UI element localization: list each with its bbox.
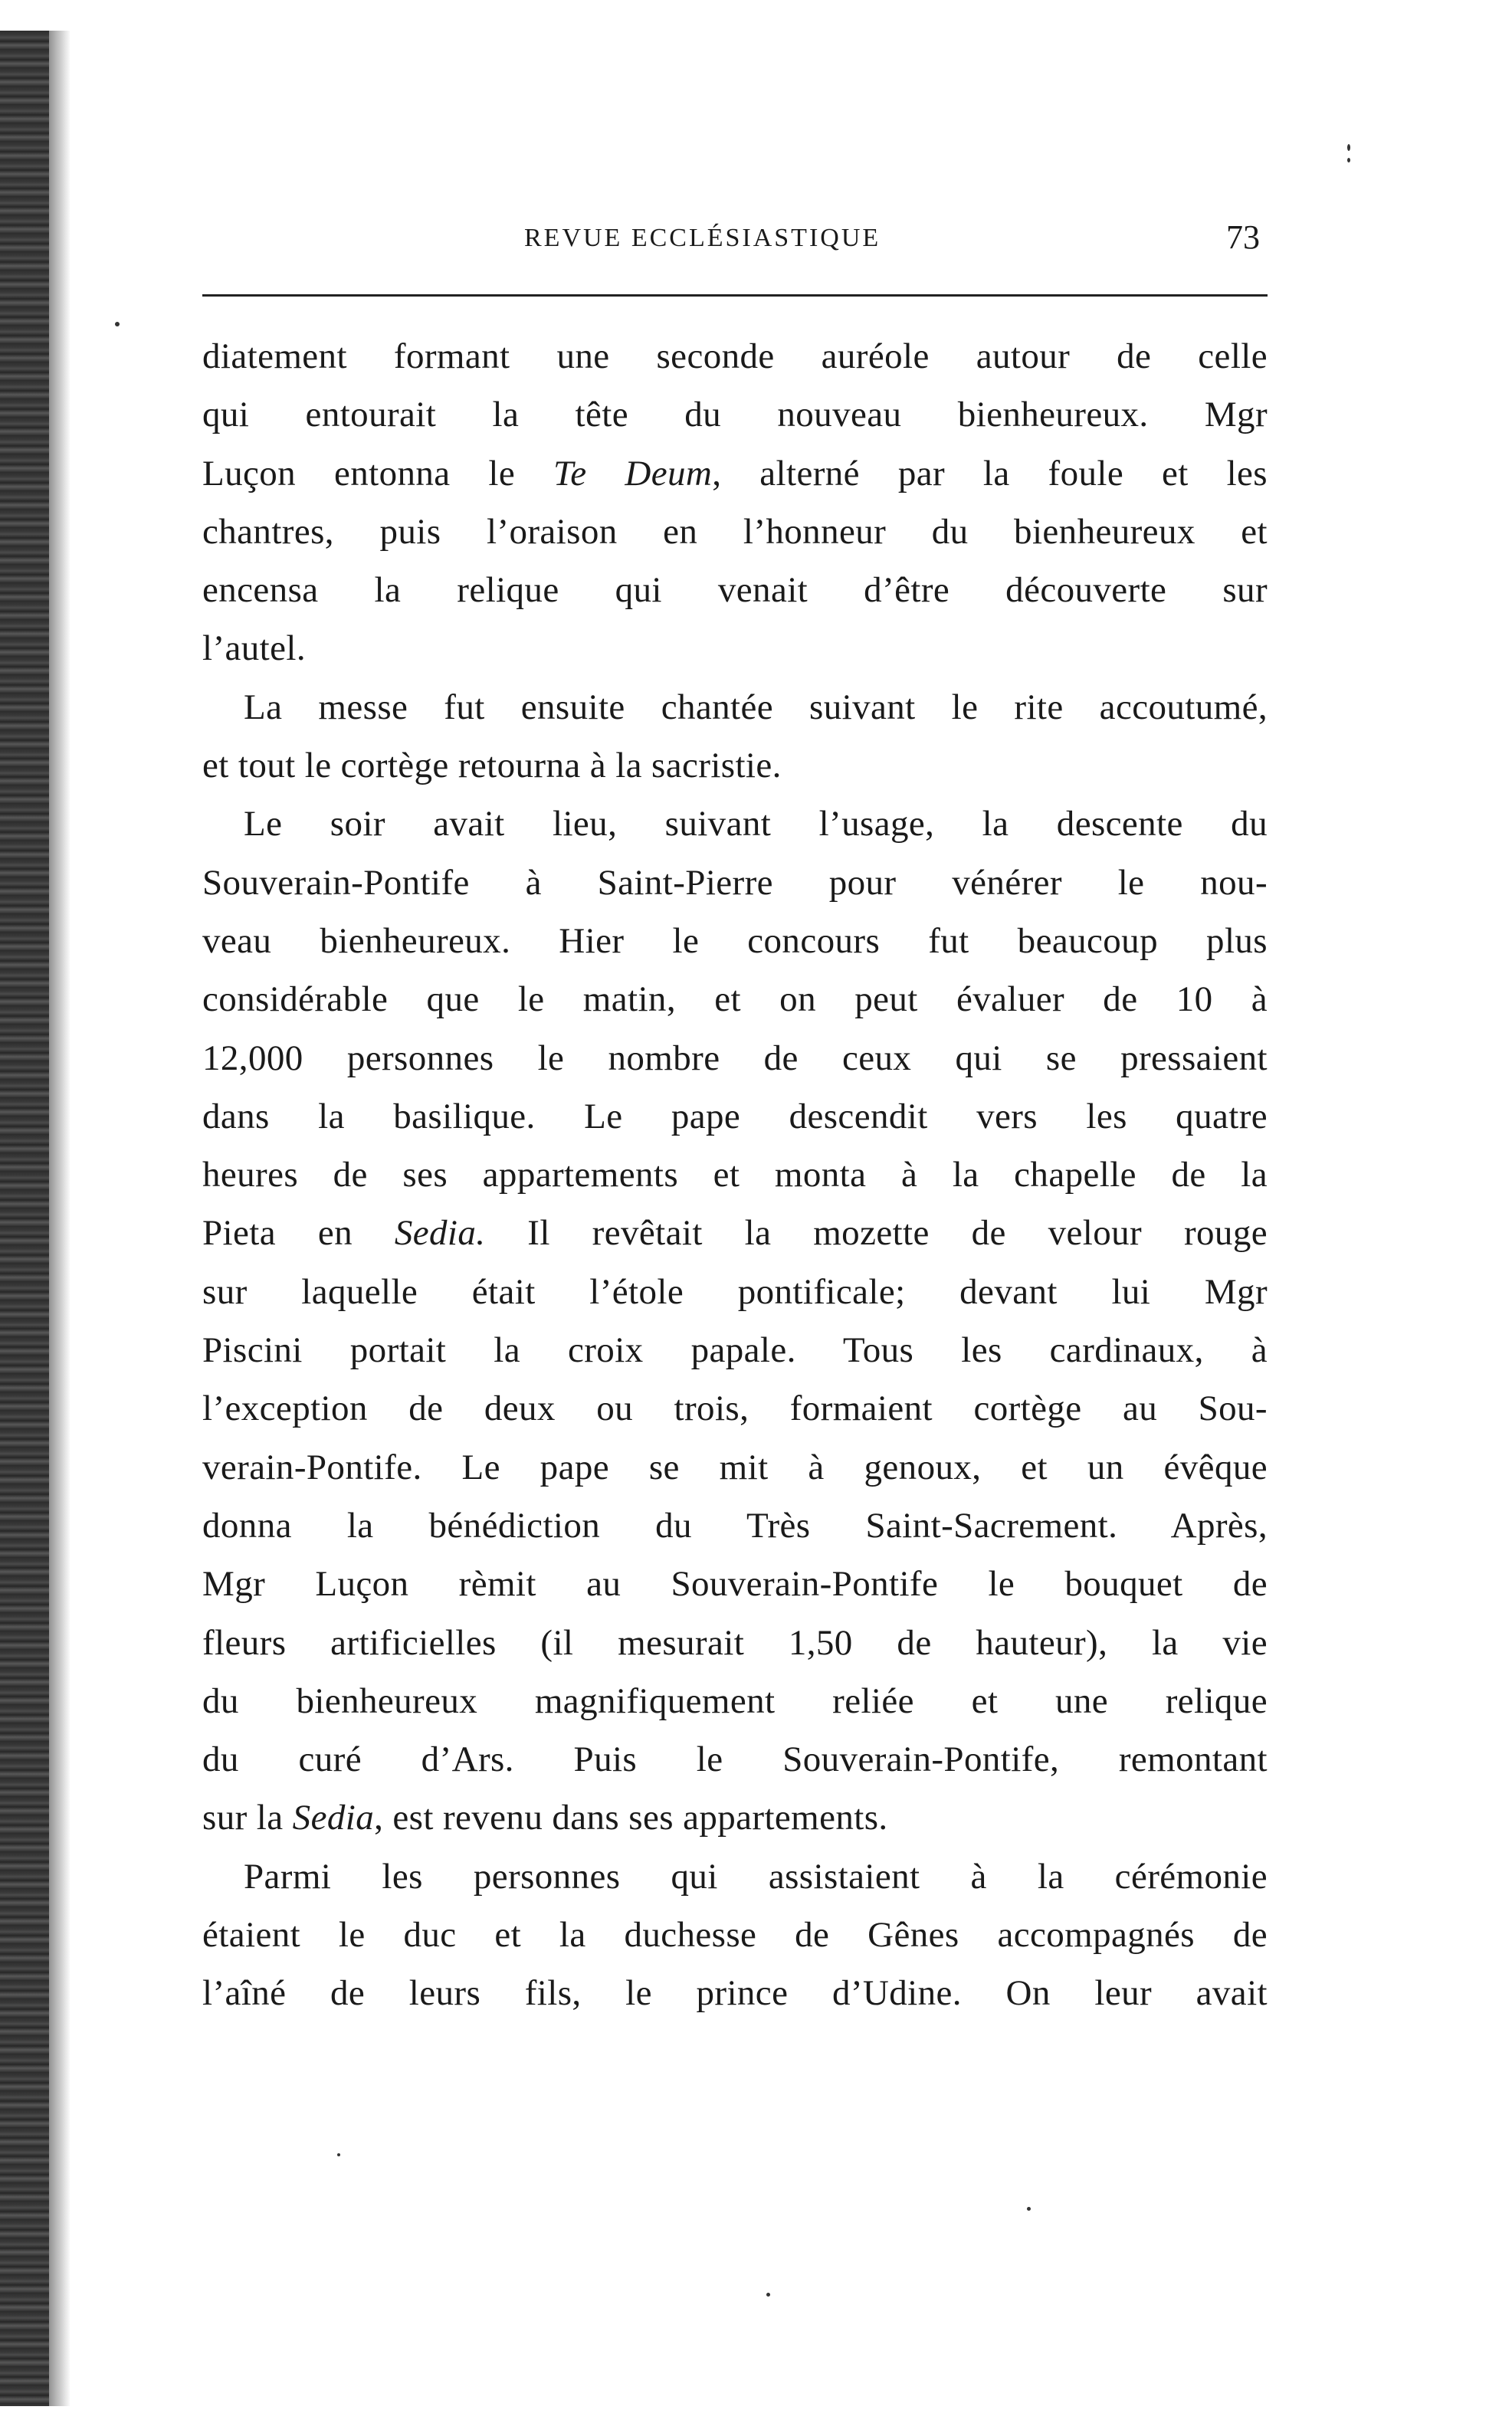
text-line: chantres, puis l’oraison en l’honneur du bienheureux et	[202, 511, 1268, 552]
text-line-start: Pieta en	[202, 1213, 353, 1254]
text-line	[202, 1789, 1268, 1847]
text-line: Mgr Luçon rèmit au Souverain-Pontife le bouquet de	[202, 1564, 1268, 1605]
text-line: La messe fut ensuite chantée suivant le rite accoutumé,	[244, 687, 1268, 727]
text-line: verain-Pontife. Le pape se mit à genoux, et un évêque	[202, 1447, 1268, 1487]
text-line-end: , est revenu dans ses appartements.	[374, 1798, 888, 1838]
text-line: 12,000 personnes le nombre de ceux qui se pressaient	[202, 1038, 1268, 1078]
scan-speck	[1347, 144, 1350, 151]
text-line: dans la basilique. Le pape descendit vers les quatre	[202, 1096, 1268, 1136]
page-binding-edge	[0, 31, 49, 2406]
text-line: du bienheureux magnifiquement reliée et une relique	[202, 1680, 1268, 1721]
text-line-start: Luçon entonna le	[202, 453, 516, 493]
running-head	[202, 218, 1268, 257]
header-rule	[202, 294, 1268, 297]
scan-speck	[1027, 2207, 1031, 2211]
body-text	[202, 327, 1268, 2023]
scan-speck	[766, 2293, 770, 2297]
text-line: sur laquelle était l’étole pontificale; devant lui Mgr	[202, 1271, 1268, 1312]
book-page	[202, 218, 1268, 2023]
text-line: et tout le cortège retourna à la sacristie.	[202, 746, 782, 786]
text-line: l’aîné de leurs fils, le prince d’Udine. On leur avait	[202, 1973, 1268, 2014]
text-line: considérable que le matin, et on peut évaluer de 10 à	[202, 979, 1268, 1020]
text-line: veau bienheureux. Hier le concours fut beaucoup plus	[202, 920, 1268, 961]
text-line-start: sur la	[202, 1798, 284, 1838]
scan-speck	[337, 2153, 340, 2156]
scan-speck	[115, 322, 120, 326]
text-line: encensa la relique qui venait d’être découverte sur	[202, 570, 1268, 611]
text-line: donna la bénédiction du Très Saint-Sacrement. Après,	[202, 1505, 1268, 1546]
text-line: du curé d’Ars. Puis le Souverain-Pontife, remontant	[202, 1739, 1268, 1780]
italic-term: Te Deum	[553, 453, 713, 493]
text-line: qui entourait la tête du nouveau bienheureux. Mgr	[202, 395, 1268, 435]
text-line: Piscini portait la croix papale. Tous les cardinaux, à	[202, 1330, 1268, 1371]
text-line: heures de ses appartements et monta à la chapelle de la	[202, 1155, 1268, 1195]
running-title: REVUE ECCLÉSIASTIQUE	[524, 224, 881, 252]
page-number: 73	[1226, 218, 1260, 256]
text-line: Le soir avait lieu, suivant l’usage, la descente du	[244, 804, 1268, 844]
text-line	[202, 1204, 1268, 1262]
italic-term: Sedia	[292, 1798, 375, 1838]
text-line-end: , alterné par la foule et les	[712, 453, 1268, 493]
text-line: l’exception de deux ou trois, formaient cortège au Sou-	[202, 1389, 1268, 1429]
text-line: Souverain-Pontife à Saint-Pierre pour vénérer le nou-	[202, 862, 1268, 903]
text-line: diatement formant une seconde auréole autour de celle	[202, 336, 1268, 376]
text-line: étaient le duc et la duchesse de Gênes accompagnés de	[202, 1915, 1268, 1956]
text-line: Parmi les personnes qui assistaient à la cérémonie	[244, 1856, 1268, 1897]
text-line: fleurs artificielles (il mesurait 1,50 de hauteur), la vie	[202, 1622, 1268, 1663]
italic-term: Sedia.	[394, 1213, 486, 1254]
scan-speck	[1347, 158, 1350, 162]
text-line	[202, 444, 1268, 503]
text-line: l’autel.	[202, 628, 306, 669]
text-line-end: Il revêtait la mozette de velour rouge	[485, 1213, 1268, 1254]
